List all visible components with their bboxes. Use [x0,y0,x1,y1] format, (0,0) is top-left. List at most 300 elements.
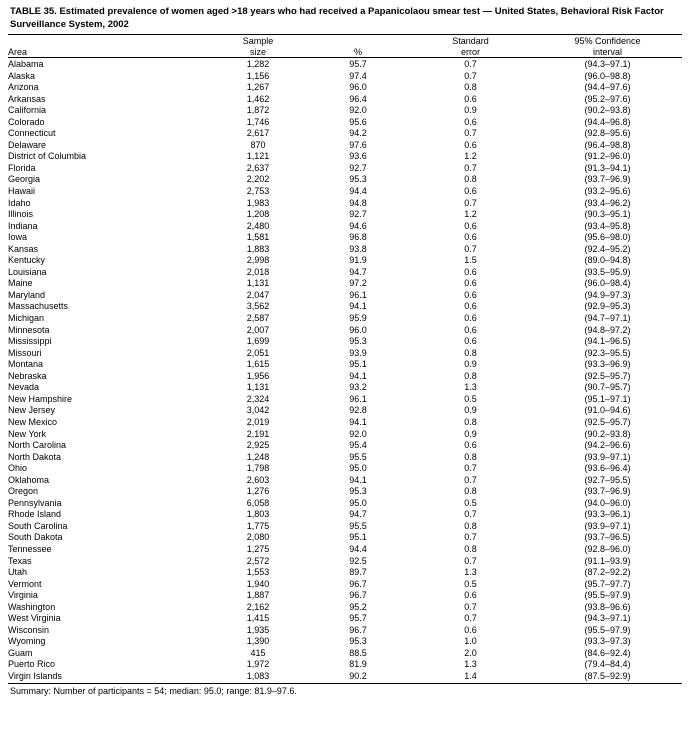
cell-standard-error: 0.7 [464,162,477,173]
cell-percent: 93.8 [349,243,367,254]
cell-confidence-interval: (87.2–92.2) [584,567,631,578]
cell-percent: 96.7 [349,578,367,589]
cell-standard-error: 0.7 [464,243,477,254]
table-row [8,336,682,348]
cell-area: Ohio [8,463,28,474]
cell-percent: 97.4 [349,70,367,81]
cell-sample-size: 2,162 [246,601,270,612]
cell-sample-size: 1,275 [246,543,270,554]
table-row [8,521,682,533]
cell-area: Maine [8,278,33,289]
table-row [8,198,682,210]
cell-standard-error: 0.6 [464,336,477,347]
cell-percent: 95.1 [349,532,367,543]
cell-percent: 96.1 [349,393,367,404]
cell-sample-size: 1,935 [246,624,270,635]
cell-confidence-interval: (92.5–95.7) [584,370,631,381]
cell-area: Wyoming [8,636,46,647]
cell-percent: 94.2 [349,128,367,139]
cell-area: Iowa [8,232,28,243]
cell-percent: 81.9 [349,659,367,670]
cell-sample-size: 2,007 [246,324,270,335]
cell-sample-size: 1,248 [246,451,270,462]
cell-sample-size: 1,282 [246,59,270,69]
cell-standard-error: 1.2 [464,209,477,220]
cell-area: Colorado [8,116,45,127]
cell-sample-size: 1,131 [246,382,270,393]
cell-standard-error: 0.9 [464,428,477,439]
cell-standard-error: 0.9 [464,105,477,116]
cell-sample-size: 1,746 [246,116,270,127]
cell-confidence-interval: (79.4–84.4) [584,659,631,670]
cell-area: Indiana [8,220,38,231]
cell-standard-error: 0.8 [464,347,477,358]
cell-sample-size: 2,480 [246,220,270,231]
table-row [8,267,682,279]
cell-confidence-interval: (94.3–97.1) [584,613,631,624]
table-row [8,671,682,683]
cell-area: Texas [8,555,32,566]
cell-area: Hawaii [8,186,36,197]
cell-area: Delaware [8,139,47,150]
cell-area: Pennsylvania [8,497,62,508]
cell-confidence-interval: (91.0–94.6) [584,405,631,416]
cell-confidence-interval: (96.0–98.8) [584,70,631,81]
cell-percent: 96.1 [349,289,367,300]
cell-area: Tennessee [8,543,52,554]
table-row [8,359,682,371]
cell-confidence-interval: (94.4–96.8) [584,116,631,127]
cell-sample-size: 6,058 [246,497,270,508]
cell-area: Virgin Islands [8,670,62,681]
cell-confidence-interval: (94.7–97.1) [584,313,631,324]
table-row [8,313,682,325]
cell-sample-size: 1,887 [246,590,270,601]
cell-sample-size: 2,637 [246,162,270,173]
cell-percent: 95.7 [349,59,367,69]
cell-standard-error: 2.0 [464,647,477,658]
cell-percent: 95.5 [349,520,367,531]
cell-percent: 96.8 [349,232,367,243]
cell-confidence-interval: (91.2–96.0) [584,151,631,162]
table-row [8,405,682,417]
cell-percent: 92.7 [349,162,367,173]
cell-standard-error: 1.0 [464,636,477,647]
table-row [8,509,682,521]
table-row [8,440,682,452]
cell-sample-size: 1,972 [246,659,270,670]
cell-standard-error: 1.2 [464,151,477,162]
header-se-line1: Standard [452,36,489,46]
cell-standard-error: 0.8 [464,451,477,462]
cell-sample-size: 2,018 [246,266,270,277]
cell-sample-size: 2,572 [246,555,270,566]
cell-confidence-interval: (92.8–96.0) [584,543,631,554]
cell-percent: 95.1 [349,359,367,370]
table-row [8,452,682,464]
cell-sample-size: 1,956 [246,370,270,381]
cell-percent: 95.5 [349,451,367,462]
cell-percent: 95.4 [349,440,367,451]
cell-standard-error: 0.8 [464,416,477,427]
header-area-blank [8,36,208,47]
cell-area: Nevada [8,382,40,393]
cell-standard-error: 0.6 [464,289,477,300]
cell-confidence-interval: (96.4–98.8) [584,139,631,150]
table-row [8,82,682,94]
cell-confidence-interval: (94.3–97.1) [584,59,631,69]
cell-area: Missouri [8,347,42,358]
cell-area: Georgia [8,174,41,185]
cell-standard-error: 0.7 [464,463,477,474]
cell-area: Minnesota [8,324,50,335]
table-row [8,636,682,648]
cell-sample-size: 1,581 [246,232,270,243]
cell-confidence-interval: (92.5–95.7) [584,416,631,427]
header-se-line2: error [460,46,480,57]
cell-confidence-interval: (89.0–94.8) [584,255,631,266]
cell-percent: 96.0 [349,82,367,93]
header-sample-line2: size [249,46,266,57]
table-row [8,128,682,140]
cell-confidence-interval: (92.3–95.5) [584,347,631,358]
header-row-1 [8,36,682,47]
table-row [8,498,682,510]
cell-standard-error: 0.5 [464,578,477,589]
cell-area: Connecticut [8,128,56,139]
cell-area: Guam [8,647,33,658]
prevalence-table [8,34,682,685]
cell-standard-error: 0.7 [464,532,477,543]
cell-area: New Mexico [8,416,58,427]
cell-sample-size: 1,415 [246,613,270,624]
cell-sample-size: 3,562 [246,301,270,312]
table-row [8,325,682,337]
cell-percent: 93.9 [349,347,367,358]
cell-area: Wisconsin [8,624,50,635]
cell-standard-error: 0.8 [464,520,477,531]
table-row [8,463,682,475]
cell-standard-error: 0.6 [464,186,477,197]
cell-area: Nebraska [8,370,47,381]
cell-confidence-interval: (93.7–96.9) [584,174,631,185]
cell-standard-error: 0.7 [464,555,477,566]
cell-percent: 95.6 [349,116,367,127]
cell-confidence-interval: (90.3–95.1) [584,209,631,220]
cell-sample-size: 1,156 [246,70,270,81]
cell-confidence-interval: (96.0–98.4) [584,278,631,289]
cell-area: California [8,105,47,116]
cell-standard-error: 0.6 [464,278,477,289]
cell-area: New York [8,428,47,439]
cell-sample-size: 2,080 [246,532,270,543]
header-percent: % [353,46,362,57]
cell-confidence-interval: (93.3–96.9) [584,359,631,370]
cell-confidence-interval: (93.8–96.6) [584,601,631,612]
cell-sample-size: 1,872 [246,105,270,116]
cell-sample-size: 2,617 [246,128,270,139]
cell-area: Florida [8,162,36,173]
cell-area: North Dakota [8,451,62,462]
cell-standard-error: 0.6 [464,116,477,127]
cell-sample-size: 1,940 [246,578,270,589]
table-row [8,71,682,83]
cell-area: South Dakota [8,532,63,543]
cell-confidence-interval: (94.9–97.3) [584,289,631,300]
cell-percent: 95.3 [349,636,367,647]
cell-area: Maryland [8,289,46,300]
cell-standard-error: 1.3 [464,382,477,393]
cell-sample-size: 2,587 [246,313,270,324]
table-row [8,163,682,175]
cell-standard-error: 0.5 [464,393,477,404]
cell-confidence-interval: (91.3–94.1) [584,162,631,173]
cell-area: North Carolina [8,440,67,451]
cell-area: Oklahoma [8,474,50,485]
cell-confidence-interval: (93.2–95.6) [584,186,631,197]
cell-area: Mississippi [8,336,52,347]
table-row [8,659,682,671]
cell-area: Rhode Island [8,509,62,520]
cell-confidence-interval: (94.0–96.0) [584,497,631,508]
cell-confidence-interval: (90.7–95.7) [584,382,631,393]
cell-sample-size: 415 [250,647,266,658]
cell-confidence-interval: (94.2–96.6) [584,440,631,451]
table-row [8,429,682,441]
table-row [8,382,682,394]
table-row [8,174,682,186]
cell-percent: 95.3 [349,174,367,185]
cell-percent: 91.9 [349,255,367,266]
cell-percent: 89.7 [349,567,367,578]
cell-confidence-interval: (93.6–96.4) [584,463,631,474]
cell-confidence-interval: (93.7–96.9) [584,486,631,497]
cell-area: New Jersey [8,405,56,416]
cell-percent: 95.7 [349,613,367,624]
cell-sample-size: 2,202 [246,174,270,185]
cell-percent: 94.4 [349,186,367,197]
cell-standard-error: 1.3 [464,567,477,578]
cell-percent: 92.0 [349,428,367,439]
cell-area: South Carolina [8,520,68,531]
cell-confidence-interval: (93.4–95.8) [584,220,631,231]
cell-sample-size: 1,775 [246,520,270,531]
cell-standard-error: 1.3 [464,659,477,670]
cell-sample-size: 1,083 [246,670,270,681]
cell-confidence-interval: (95.6–98.0) [584,232,631,243]
cell-sample-size: 2,019 [246,416,270,427]
cell-area: Utah [8,567,28,578]
cell-sample-size: 1,699 [246,336,270,347]
table-summary: Summary: Number of participants = 54; median: 95.0; range: 81.9–97.6. [10,686,297,697]
cell-standard-error: 0.9 [464,405,477,416]
cell-area: Arizona [8,82,39,93]
table-row [8,151,682,163]
table-row [8,394,682,406]
cell-standard-error: 0.7 [464,509,477,520]
cell-area: Vermont [8,578,42,589]
cell-area: Kansas [8,243,39,254]
cell-sample-size: 2,047 [246,289,270,300]
table-row [8,486,682,498]
cell-percent: 92.0 [349,105,367,116]
cell-confidence-interval: (93.7–96.5) [584,532,631,543]
cell-percent: 94.7 [349,266,367,277]
table-row [8,625,682,637]
cell-confidence-interval: (95.7–97.7) [584,578,631,589]
cell-standard-error: 0.5 [464,497,477,508]
cell-area: New Hampshire [8,393,73,404]
table-row [8,290,682,302]
cell-confidence-interval: (93.9–97.1) [584,451,631,462]
cell-sample-size: 2,051 [246,347,270,358]
cell-standard-error: 0.8 [464,486,477,497]
table-row [8,117,682,129]
cell-percent: 94.1 [349,370,367,381]
cell-percent: 94.8 [349,197,367,208]
cell-sample-size: 1,883 [246,243,270,254]
table-row [8,590,682,602]
cell-confidence-interval: (93.9–97.1) [584,520,631,531]
cell-confidence-interval: (93.4–96.2) [584,197,631,208]
cell-percent: 95.3 [349,486,367,497]
cell-standard-error: 0.6 [464,301,477,312]
header-ci-line2: interval [592,46,622,57]
table-row [8,255,682,267]
cell-sample-size: 2,753 [246,186,270,197]
cell-confidence-interval: (94.4–97.6) [584,82,631,93]
cell-percent: 96.7 [349,624,367,635]
cell-confidence-interval: (95.1–97.1) [584,393,631,404]
table-row [8,244,682,256]
cell-percent: 94.1 [349,301,367,312]
cell-percent: 94.4 [349,543,367,554]
cell-area: Idaho [8,197,31,208]
cell-area: Virginia [8,590,38,601]
cell-standard-error: 0.7 [464,613,477,624]
cell-sample-size: 2,603 [246,474,270,485]
cell-percent: 93.6 [349,151,367,162]
cell-standard-error: 0.7 [464,601,477,612]
table-row [8,556,682,568]
cell-confidence-interval: (91.1–93.9) [584,555,631,566]
cell-percent: 94.1 [349,416,367,427]
table-row [8,278,682,290]
cell-confidence-interval: (95.5–97.9) [584,590,631,601]
table-row [8,613,682,625]
cell-confidence-interval: (95.5–97.9) [584,624,631,635]
cell-area: Michigan [8,313,45,324]
cell-sample-size: 3,042 [246,405,270,416]
table-row [8,301,682,313]
cell-percent: 94.6 [349,220,367,231]
table-row [8,544,682,556]
cell-percent: 96.7 [349,590,367,601]
cell-percent: 97.6 [349,139,367,150]
cell-area: Washington [8,601,56,612]
cell-standard-error: 0.6 [464,590,477,601]
cell-percent: 95.2 [349,601,367,612]
cell-percent: 94.1 [349,474,367,485]
cell-sample-size: 1,553 [246,567,270,578]
table-title: TABLE 35. Estimated prevalence of women aged >18 years who had received a Papanicolaou smear test — United States, Behavioral Risk Factor Surveillance System, 2002 [10,6,664,30]
table-row [8,475,682,487]
cell-percent: 96.0 [349,324,367,335]
cell-standard-error: 0.6 [464,313,477,324]
cell-area: Illinois [8,209,34,220]
cell-percent: 92.8 [349,405,367,416]
cell-percent: 95.0 [349,497,367,508]
cell-area: West Virginia [8,613,61,624]
cell-standard-error: 0.8 [464,370,477,381]
cell-sample-size: 1,276 [246,486,270,497]
cell-standard-error: 0.8 [464,82,477,93]
cell-standard-error: 0.6 [464,93,477,104]
cell-percent: 92.7 [349,209,367,220]
cell-confidence-interval: (92.9–95.3) [584,301,631,312]
table-row [8,209,682,221]
cell-sample-size: 1,615 [246,359,270,370]
cell-sample-size: 2,324 [246,393,270,404]
cell-confidence-interval: (90.2–93.8) [584,105,631,116]
cell-standard-error: 0.7 [464,59,477,69]
cell-standard-error: 0.6 [464,220,477,231]
cell-sample-size: 1,131 [246,278,270,289]
cell-confidence-interval: (87.5–92.9) [584,670,631,681]
cell-standard-error: 0.6 [464,440,477,451]
cell-sample-size: 1,267 [246,82,270,93]
cell-area: Alabama [8,59,44,69]
cell-confidence-interval: (92.4–95.2) [584,243,631,254]
cell-sample-size: 1,462 [246,93,270,104]
cell-standard-error: 0.8 [464,543,477,554]
table-header [8,35,682,60]
cell-percent: 95.0 [349,463,367,474]
cell-standard-error: 0.6 [464,266,477,277]
cell-sample-size: 2,191 [246,428,270,439]
cell-confidence-interval: (93.3–97.3) [584,636,631,647]
cell-standard-error: 0.8 [464,174,477,185]
cell-sample-size: 870 [250,139,266,150]
cell-standard-error: 0.7 [464,474,477,485]
cell-sample-size: 1,121 [246,151,270,162]
cell-confidence-interval: (93.3–96.1) [584,509,631,520]
cell-area: Kentucky [8,255,46,266]
cell-area: Massachusetts [8,301,69,312]
table-row [8,532,682,544]
cell-standard-error: 0.7 [464,70,477,81]
cell-percent: 95.9 [349,313,367,324]
cell-area: Alaska [8,70,36,81]
table-row [8,232,682,244]
table-row [8,94,682,106]
table-row [8,602,682,614]
cell-confidence-interval: (92.7–95.5) [584,474,631,485]
cell-percent: 96.4 [349,93,367,104]
cell-percent: 97.2 [349,278,367,289]
cell-confidence-interval: (90.2–93.8) [584,428,631,439]
table-row [8,140,682,152]
cell-area: District of Columbia [8,151,87,162]
table-row [8,186,682,198]
cell-percent: 92.5 [349,555,367,566]
table-row [8,579,682,591]
cell-percent: 90.2 [349,670,367,681]
cell-standard-error: 0.6 [464,232,477,243]
cell-standard-error: 0.7 [464,128,477,139]
cell-percent: 94.7 [349,509,367,520]
table-row [8,371,682,383]
